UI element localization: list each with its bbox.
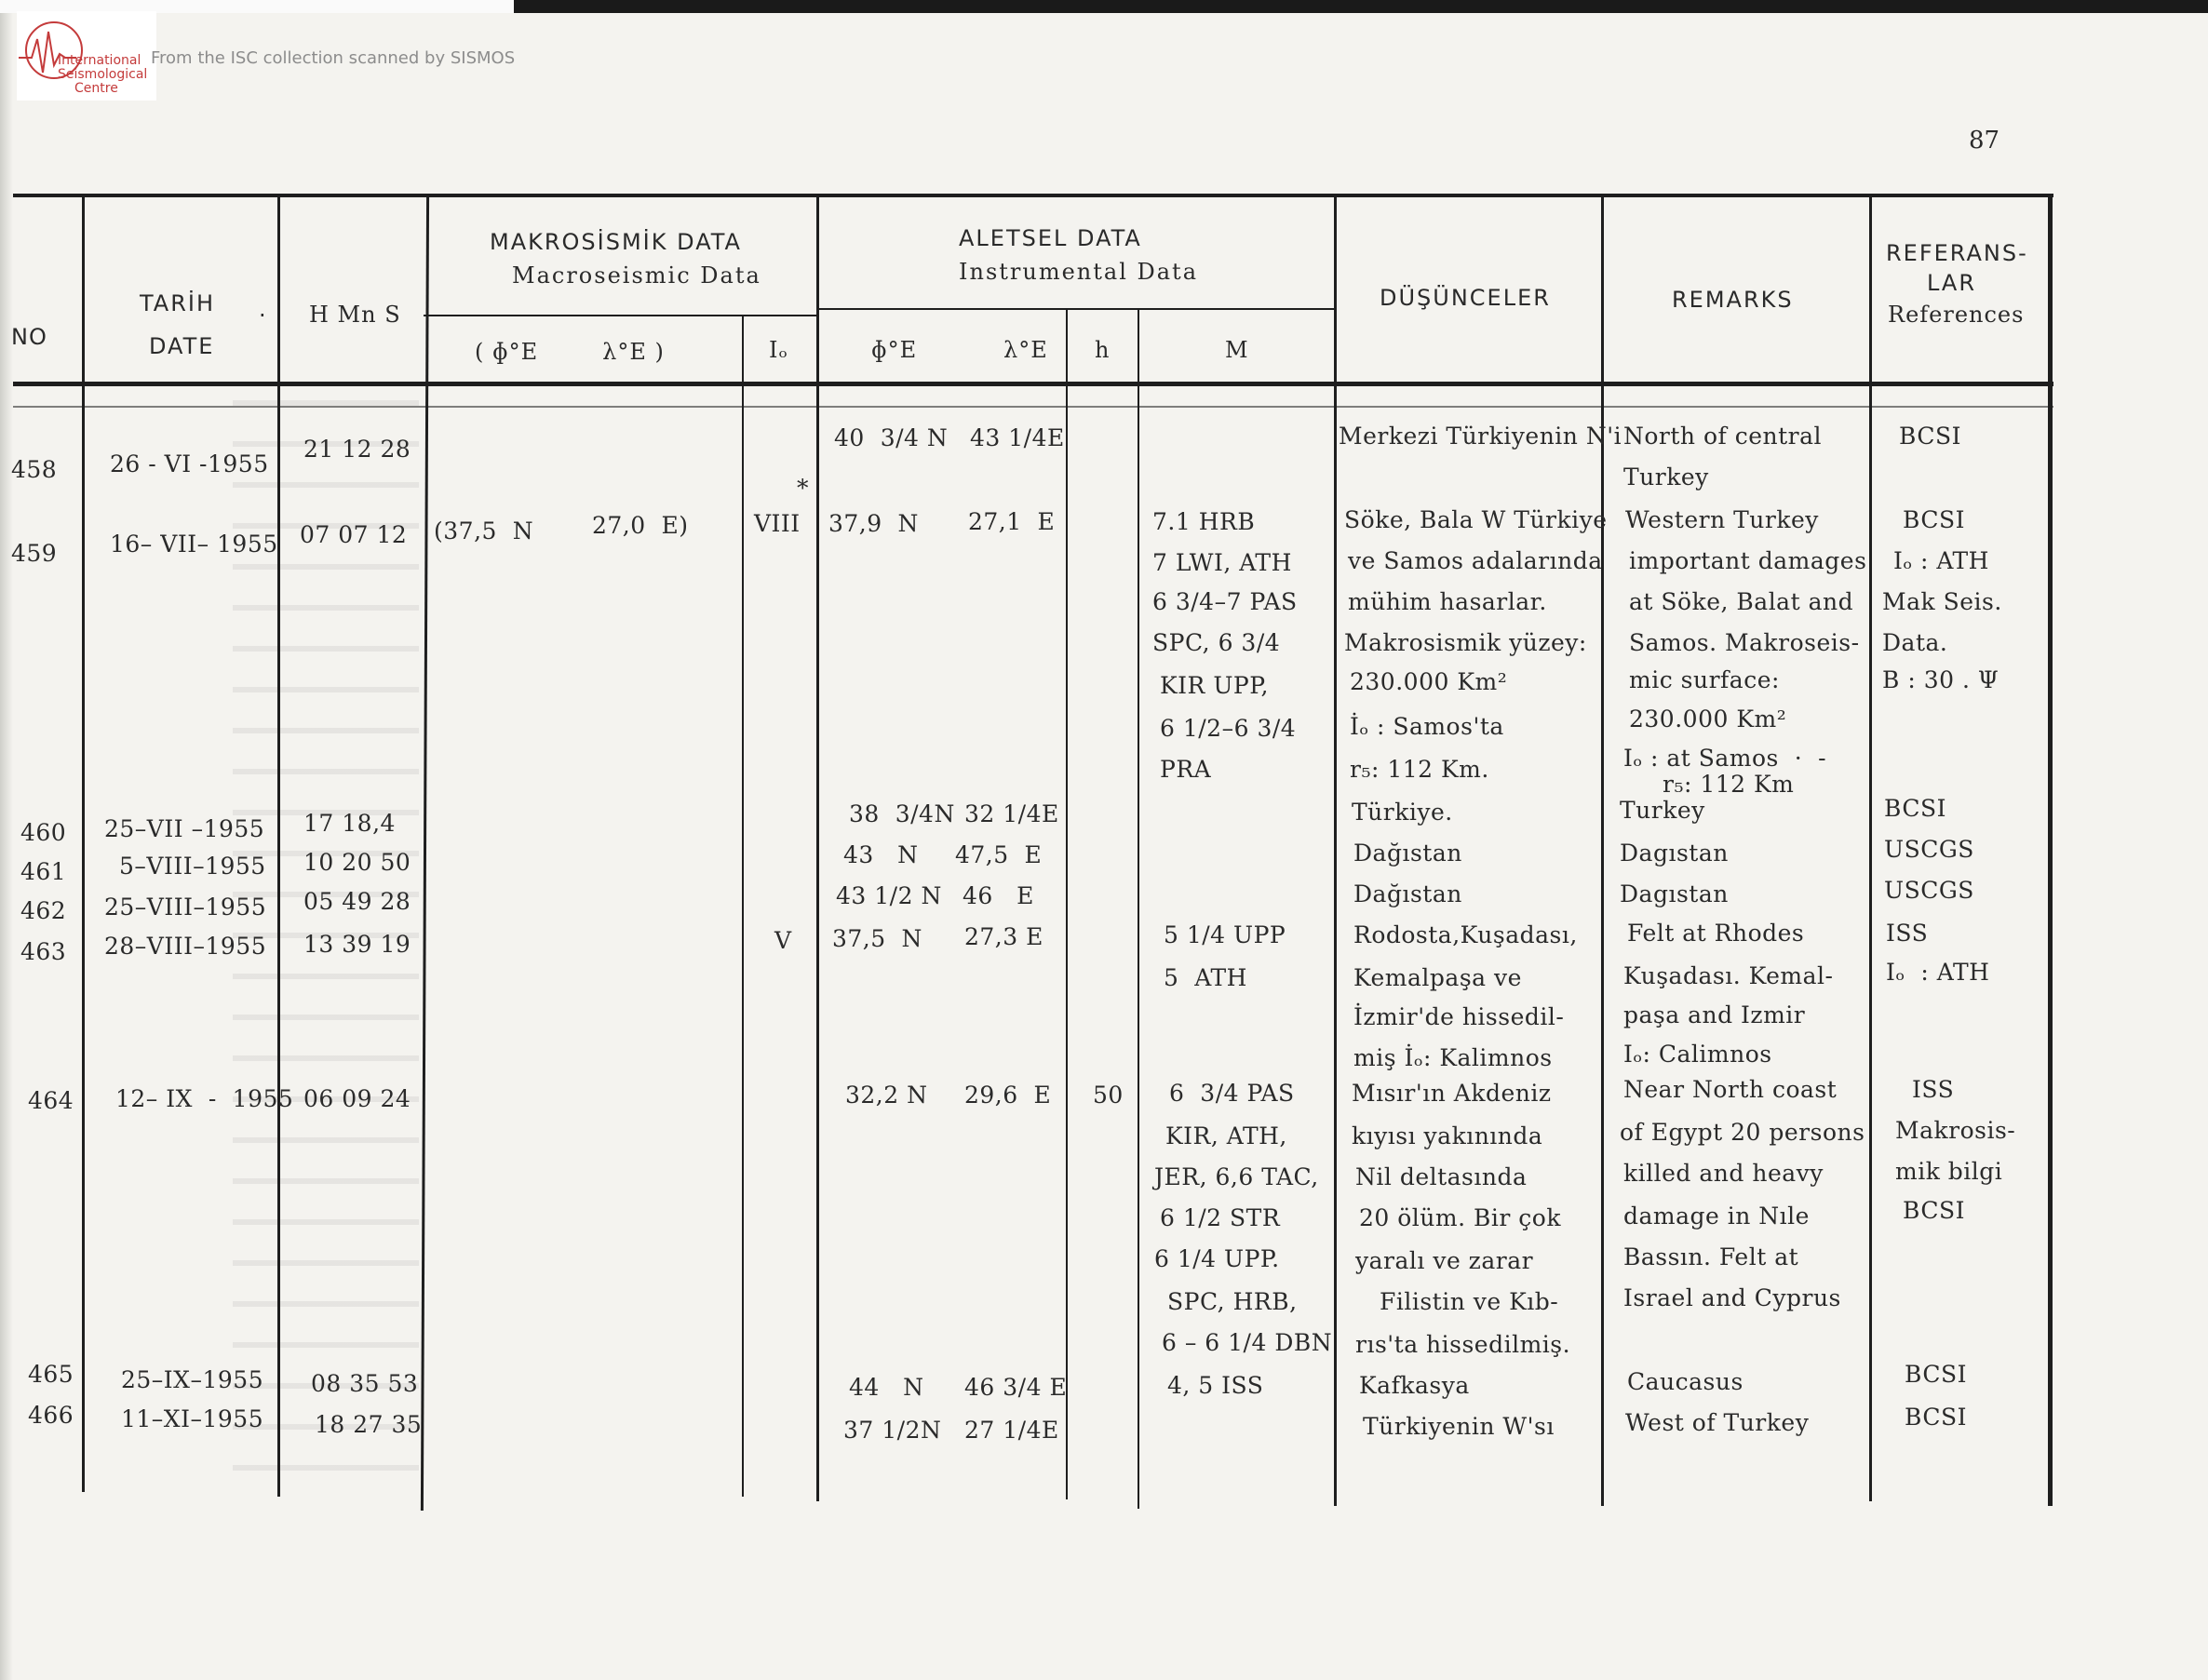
subheader-rule-makro [424, 315, 816, 316]
row-time: 05 49 28 [303, 888, 411, 915]
header-no: NO [11, 324, 47, 350]
col-rule-remarks [1869, 194, 1872, 1501]
row-tr-line: Türkiye. [1352, 799, 1453, 826]
row-m-line: 5 ATH [1164, 964, 1247, 991]
header-makro-coord: ( ɸ°E λ°E ) [475, 339, 665, 365]
col-rule-lon [1066, 308, 1068, 1499]
row-no: 458 [11, 456, 58, 483]
isc-logo-line: International [58, 53, 141, 68]
row-time: 08 35 53 [311, 1370, 419, 1397]
row-remarks-line: Samos. Makroseis- [1629, 629, 1860, 656]
row-m-line: 6 – 6 1/4 DBN [1162, 1329, 1333, 1356]
row-remarks-line: Caucasus [1627, 1368, 1744, 1395]
row-remarks-line: damage in Nıle [1623, 1203, 1810, 1230]
col-rule-date [277, 194, 280, 1497]
header-h: h [1095, 337, 1111, 363]
row-tr-line: Mısır'ın Akdeniz [1352, 1080, 1552, 1107]
row-tr-line: Dağıstan [1353, 840, 1462, 867]
row-macro-lon: 27,0 E) [592, 512, 689, 539]
row-lon: 27,1 E [968, 508, 1056, 535]
row-remarks-line: paşa and Izmir [1623, 1001, 1806, 1028]
row-date: 28–VIII–1955 [104, 933, 267, 960]
isc-logo-text [58, 54, 147, 96]
col-rule-aletsel [1334, 194, 1337, 1506]
row-tr-line: ve Samos adalarında [1348, 547, 1603, 574]
row-ref-line: B : 30 . Ψ [1882, 666, 1999, 693]
isc-logo-line: Seismological [58, 67, 148, 82]
row-lon: 27,3 E [964, 923, 1043, 950]
row-date: 26 - VI -1955 [110, 450, 269, 477]
row-lon: 32 1/4E [964, 800, 1059, 827]
row-lon: 29,6 E [964, 1082, 1052, 1109]
row-lat: 37,9 N [828, 510, 919, 537]
row-ref-line: BCSI [1905, 1404, 1967, 1431]
row-tr-line: kıyısı yakınında [1352, 1122, 1543, 1149]
row-remarks-line: r₅: 112 Km [1663, 771, 1795, 798]
row-time: 06 09 24 [303, 1085, 411, 1112]
row-lon: 47,5 E [955, 841, 1043, 868]
header-lambda: λ°E [1003, 337, 1048, 363]
col-rule-io [742, 315, 744, 1497]
row-remarks-line: Dagıstan [1620, 840, 1729, 867]
row-m-line: 7 LWI, ATH [1152, 549, 1292, 576]
row-lat: 43 N [843, 841, 919, 868]
row-date: 16– VII– 1955 [110, 531, 278, 558]
row-lat: 37 1/2N [843, 1417, 942, 1444]
row-io: VIII [754, 510, 801, 537]
header-remarks: REMARKS [1672, 287, 1794, 313]
col-rule-makro [816, 194, 819, 1501]
row-remarks-line: Bassın. Felt at [1623, 1243, 1799, 1270]
row-time: 21 12 28 [303, 436, 411, 463]
row-star: * [797, 475, 809, 502]
row-ref-line: BCSI [1903, 506, 1965, 533]
scan-caption: From the ISC collection scanned by SISMOS [151, 48, 516, 68]
row-m-line: SPC, 6 3/4 [1152, 629, 1281, 656]
row-tr-line: Dağıstan [1353, 880, 1462, 907]
row-tr-line: mühim hasarlar. [1348, 588, 1547, 615]
row-m-line: JER, 6,6 TAC, [1154, 1163, 1319, 1190]
col-rule-no [82, 194, 85, 1492]
isc-logo-line: Centre [74, 81, 118, 96]
row-m-line: 6 3/4 PAS [1169, 1080, 1295, 1107]
row-remarks-line: Turkey [1620, 797, 1705, 824]
row-time: 17 18,4 [303, 810, 396, 837]
header-dot: . [259, 296, 268, 322]
row-date: 5–VIII–1955 [119, 853, 266, 880]
row-io: V [774, 927, 792, 954]
row-no: 463 [20, 938, 67, 965]
row-tr-line: Rodosta,Kuşadası, [1353, 921, 1578, 948]
header-date: DATE [149, 333, 215, 359]
row-remarks-line: at Söke, Balat and [1629, 588, 1854, 615]
page-number: 87 [1969, 127, 2000, 155]
row-tr-line: İₒ : Samos'ta [1350, 713, 1504, 740]
header-ref-1: REFERANS- [1886, 240, 2028, 266]
row-remarks-line: 230.000 Km² [1629, 706, 1787, 732]
row-remarks-line: Western Turkey [1625, 506, 1819, 533]
row-tr-line: Merkezi Türkiyenin N'i [1339, 423, 1622, 450]
row-date: 25–IX–1955 [121, 1366, 264, 1393]
row-tr-line: rıs'ta hissedilmiş. [1355, 1331, 1571, 1358]
row-lat: 43 1/2 N [836, 882, 942, 909]
row-h: 50 [1093, 1082, 1124, 1109]
row-m-line: KIR UPP, [1160, 672, 1269, 699]
row-remarks-line: Iₒ: Calimnos [1623, 1041, 1772, 1068]
row-m-line: 6 1/2–6 3/4 [1160, 715, 1297, 742]
row-m-line: SPC, HRB, [1167, 1288, 1298, 1315]
header-bottom-rule [13, 382, 2053, 386]
row-m-line: 4, 5 ISS [1167, 1372, 1264, 1399]
row-lon: 27 1/4E [964, 1417, 1059, 1444]
col-rule-right [2048, 194, 2053, 1506]
header-m: M [1225, 337, 1249, 363]
row-tr-line: Kafkasya [1359, 1372, 1470, 1399]
header-io: Iₒ [769, 337, 788, 363]
row-m-line: 5 1/4 UPP [1164, 921, 1286, 948]
row-tr-line: İzmir'de hissedil- [1353, 1003, 1565, 1030]
row-macro-lat: (37,5 N [434, 517, 534, 544]
header-hms: H Mn S [309, 302, 401, 328]
row-remarks-line: Kuşadası. Kemal- [1623, 962, 1834, 989]
row-lat: 32,2 N [845, 1082, 928, 1109]
row-tr-line: Kemalpaşa ve [1353, 964, 1522, 991]
row-remarks-line: North of central [1623, 423, 1823, 450]
row-tr-line: Nil deltasında [1355, 1163, 1528, 1190]
row-ref-line: BCSI [1884, 795, 1946, 822]
header-aletsel-en: Instrumental Data [959, 259, 1199, 285]
row-no: 466 [28, 1402, 74, 1429]
row-ref-line: BCSI [1899, 423, 1961, 450]
header-makro-tr: MAKROSİSMİK DATA [490, 229, 742, 255]
row-ref-line: BCSI [1905, 1361, 1967, 1388]
row-ref-line: Mak Seis. [1882, 588, 2002, 615]
page-edge-shadow [0, 0, 13, 1680]
row-time: 18 27 35 [315, 1411, 423, 1438]
header-dusunceler: DÜŞÜNCELER [1380, 285, 1551, 311]
header-tarih: TARİH [140, 290, 216, 316]
row-remarks-line: Turkey [1623, 464, 1709, 491]
row-remarks-line: Near North coast [1623, 1076, 1838, 1103]
row-tr-line: Makrosismik yüzey: [1344, 629, 1587, 656]
table-top-rule [13, 194, 2053, 197]
row-remarks-line: important damages [1629, 547, 1867, 574]
row-no: 461 [20, 858, 67, 885]
row-time: 13 39 19 [303, 931, 411, 958]
row-tr-line: Söke, Bala W Türkiye [1344, 506, 1608, 533]
row-date: 11–XI–1955 [121, 1405, 264, 1432]
row-date: 12– IX - 1955 [115, 1085, 294, 1112]
row-lon: 46 3/4 E [964, 1374, 1068, 1401]
row-remarks-line: West of Turkey [1625, 1409, 1810, 1436]
row-ref-line: mik bilgi [1895, 1158, 2003, 1185]
row-remarks-line: Felt at Rhodes [1627, 920, 1805, 947]
row-tr-line: 230.000 Km² [1350, 668, 1508, 695]
row-m-line: KIR, ATH, [1165, 1122, 1287, 1149]
row-m-line: 6 1/4 UPP. [1154, 1245, 1280, 1272]
row-remarks-line: of Egypt 20 persons [1620, 1119, 1865, 1146]
row-no: 459 [11, 540, 58, 567]
header-ref-3: References [1888, 302, 2025, 328]
row-ref-line: Iₒ : ATH [1886, 959, 1990, 986]
row-ref-line: USCGS [1884, 836, 1974, 863]
header-ref-2: LAR [1927, 270, 1977, 296]
row-time: 07 07 12 [300, 521, 408, 548]
row-date: 25–VIII–1955 [104, 894, 267, 921]
row-tr-line: Filistin ve Kıb- [1380, 1288, 1559, 1315]
row-lat: 40 3/4 N [834, 424, 949, 451]
row-tr-line: miş İₒ: Kalimnos [1353, 1044, 1553, 1071]
subheader-rule-aletsel [816, 308, 1334, 310]
row-ref-line: Data. [1882, 629, 1948, 656]
row-tr-line: Türkiyenin W'sı [1363, 1413, 1555, 1440]
row-date: 25–VII –1955 [104, 815, 265, 842]
row-no: 464 [28, 1087, 74, 1114]
col-rule-dusunceler [1601, 194, 1604, 1506]
header-bottom-rule-2 [13, 406, 2053, 408]
row-lat: 37,5 N [832, 925, 922, 952]
row-remarks-line: Dagıstan [1620, 880, 1729, 907]
row-ref-line: ISS [1886, 920, 1929, 947]
row-ref-line: BCSI [1903, 1197, 1965, 1224]
row-ref-line: Iₒ : ATH [1893, 547, 1989, 574]
row-tr-line: 20 ölüm. Bir çok [1359, 1204, 1561, 1231]
isc-logo [17, 11, 156, 101]
row-no: 462 [20, 897, 67, 924]
row-remarks-line: mic surface: [1629, 666, 1780, 693]
header-aletsel-tr: ALETSEL DATA [959, 225, 1142, 251]
row-time: 10 20 50 [303, 849, 411, 876]
row-ref-line: ISS [1912, 1076, 1955, 1103]
row-m-line: 6 3/4–7 PAS [1152, 588, 1298, 615]
row-remarks-line: Israel and Cyprus [1623, 1284, 1841, 1311]
row-m-line: 6 1/2 STR [1160, 1204, 1281, 1231]
header-phi: ɸ°E [871, 337, 918, 363]
row-tr-line: r₅: 112 Km. [1350, 756, 1489, 783]
row-no: 465 [28, 1361, 74, 1388]
col-rule-time [421, 194, 429, 1511]
row-no: 460 [20, 819, 67, 846]
row-lat: 44 N [849, 1374, 924, 1401]
row-lat: 38 3/4N [849, 800, 955, 827]
row-remarks-line: killed and heavy [1623, 1160, 1824, 1187]
row-ref-line: USCGS [1884, 877, 1974, 904]
row-m-line: PRA [1160, 756, 1212, 783]
row-remarks-line: Iₒ : at Samos · - [1623, 745, 1827, 772]
row-m-line: 7.1 HRB [1152, 508, 1256, 535]
header-makro-en: Macroseismic Data [512, 262, 761, 289]
row-ref-line: Makrosis- [1895, 1117, 2016, 1144]
col-rule-h [1138, 308, 1139, 1509]
row-tr-line: yaralı ve zarar [1355, 1247, 1534, 1274]
row-lon: 46 E [963, 882, 1034, 909]
row-lon: 43 1/4E [970, 424, 1065, 451]
